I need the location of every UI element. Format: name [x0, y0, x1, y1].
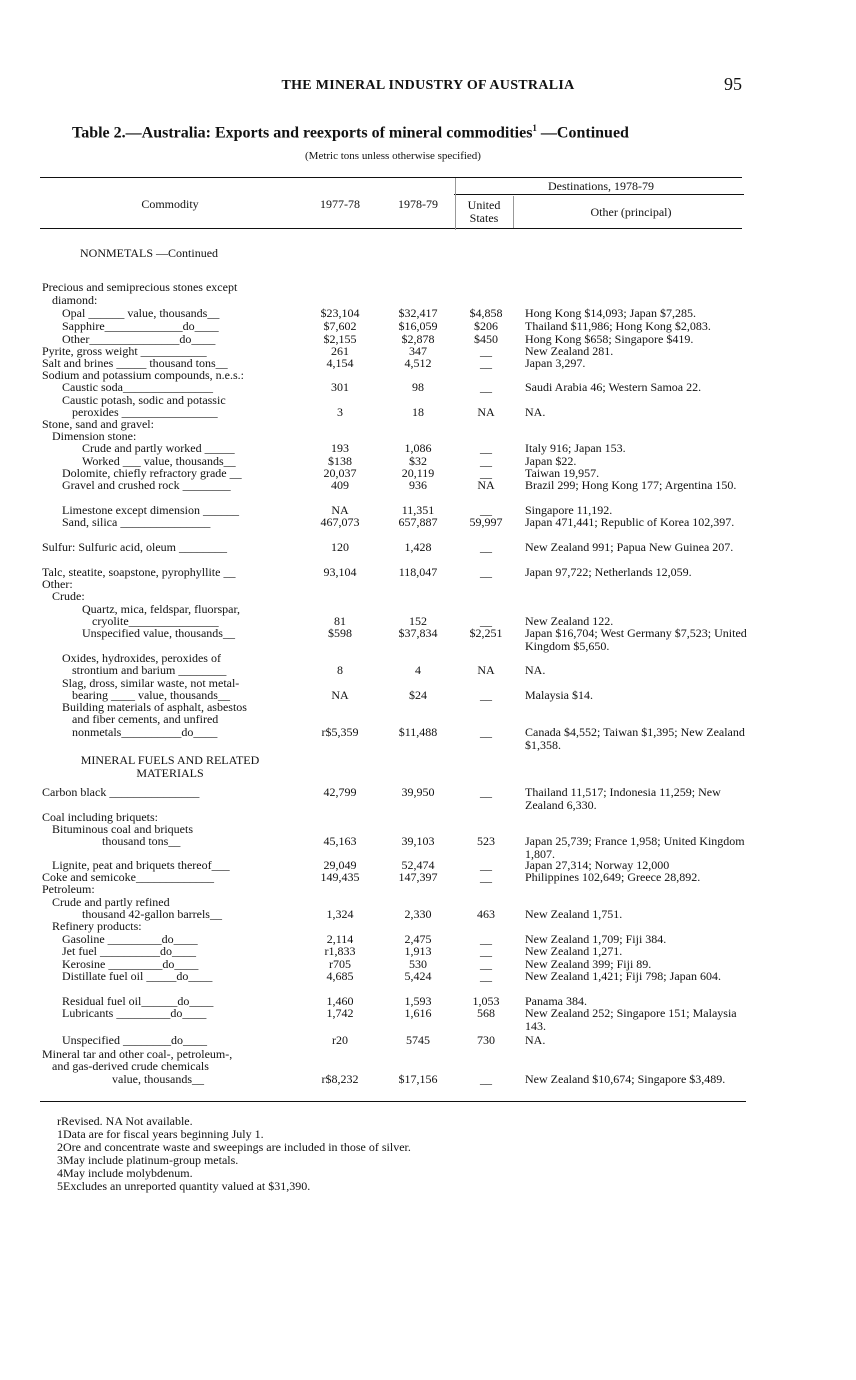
commodity-cell: Sulfur: Sulfuric acid, oleum ________	[42, 540, 227, 554]
col-1978-header: 1978-79	[398, 197, 438, 211]
destinations-other: Canada $4,552; Taiwan $1,395; New Zealand $1,358.	[525, 725, 745, 752]
value-1978-79: 39,103	[401, 834, 435, 848]
destinations-other: New Zealand 281.	[525, 344, 614, 358]
col-1977-header: 1977-78	[320, 197, 360, 211]
value-united-states: $450	[474, 332, 498, 346]
col-other-header: Other (principal)	[590, 205, 672, 219]
value-1978-79: $32,417	[398, 306, 438, 320]
value-1978-79: 1,913	[404, 944, 432, 958]
value-united-states: __	[480, 1072, 492, 1086]
value-1977-78: 1,742	[326, 1006, 354, 1020]
commodity-cell: value, thousands__	[112, 1072, 204, 1086]
value-united-states: NA	[477, 663, 495, 677]
destinations-other: Japan $22.	[525, 454, 577, 468]
value-united-states: __	[480, 441, 492, 455]
value-1977-78: 45,163	[323, 834, 357, 848]
value-1978-79: 39,950	[401, 785, 435, 799]
value-united-states: NA	[477, 405, 495, 419]
destinations-other: Hong Kong $14,093; Japan $7,285.	[525, 306, 696, 320]
value-united-states: __	[480, 957, 492, 971]
destinations-other: Malaysia $14.	[525, 688, 593, 702]
commodity-cell: Petroleum:	[42, 882, 95, 896]
commodity-cell: Coke and semicoke_____________	[42, 870, 214, 884]
value-1978-79: 152	[409, 614, 427, 628]
destinations-other: Japan 471,441; Republic of Korea 102,397.	[525, 515, 735, 529]
value-united-states: 568	[477, 1006, 495, 1020]
commodity-cell: strontium and barium ________	[72, 663, 227, 677]
value-united-states: __	[480, 688, 492, 702]
value-united-states: 59,997	[469, 515, 503, 529]
section-heading: MINERAL FUELS AND RELATED MATERIALS	[80, 753, 260, 780]
footnote: 1Data are for fiscal years beginning July 1.	[57, 1127, 264, 1141]
footnote: 5Excludes an unreported quantity valued at $31,390.	[57, 1179, 311, 1193]
value-1978-79: 18	[412, 405, 424, 419]
value-1978-79: 1,616	[404, 1006, 432, 1020]
destinations-other: Thailand $11,986; Hong Kong $2,083.	[525, 319, 711, 333]
value-1977-78: $2,155	[323, 332, 357, 346]
col-commodity-header: Commodity	[141, 197, 199, 211]
value-1977-78: r$5,359	[321, 725, 359, 739]
destinations-other: Hong Kong $658; Singapore $419.	[525, 332, 694, 346]
commodity-cell: Quartz, mica, feldspar, fluorspar,	[82, 602, 240, 616]
destinations-other: NA.	[525, 405, 546, 419]
destinations-other: Thailand 11,517; Indonesia 11,259; New Zealand 6,330.	[525, 785, 721, 812]
value-1978-79: 5,424	[404, 969, 432, 983]
value-1978-79: 936	[409, 478, 427, 492]
value-united-states: __	[480, 944, 492, 958]
destinations-other: Singapore 11,192.	[525, 503, 613, 517]
destinations-other: New Zealand 1,751.	[525, 907, 623, 921]
value-united-states: 523	[477, 834, 495, 848]
destinations-other: NA.	[525, 663, 546, 677]
value-1978-79: $37,834	[398, 626, 438, 640]
commodity-cell: Kerosine _________do____	[62, 957, 199, 971]
commodity-cell: nonmetals__________do____	[72, 725, 218, 739]
value-united-states: __	[480, 870, 492, 884]
value-1977-78: r705	[329, 957, 351, 971]
value-1978-79: 11,351	[401, 503, 435, 517]
destinations-other: Japan 25,739; France 1,958; United Kingdom 1,807.	[525, 834, 745, 861]
commodity-cell: Talc, steatite, soapstone, pyrophyllite __	[42, 565, 236, 579]
value-united-states: $206	[474, 319, 498, 333]
commodity-cell: Gasoline _________do____	[62, 932, 198, 946]
page-number: 95	[724, 74, 742, 94]
destinations-other: Japan 3,297.	[525, 356, 586, 370]
commodity-cell: Crude:	[52, 589, 85, 603]
commodity-cell: Building materials of asphalt, asbestos	[62, 700, 247, 714]
commodity-cell: Caustic soda_______________	[62, 380, 213, 394]
destinations-other: Saudi Arabia 46; Western Samoa 22.	[525, 380, 702, 394]
commodity-cell: Distillate fuel oil _____do____	[62, 969, 213, 983]
commodity-cell: Coal including briquets:	[42, 810, 158, 824]
value-united-states: __	[480, 565, 492, 579]
table-bottom-rule	[40, 1101, 746, 1102]
value-united-states: $4,858	[469, 306, 503, 320]
value-1978-79: 118,047	[398, 565, 438, 579]
value-1977-78: 193	[331, 441, 349, 455]
destinations-other: Philippines 102,649; Greece 28,892.	[525, 870, 701, 884]
value-1978-79: 657,887	[398, 515, 438, 529]
commodity-cell: Opal ______ value, thousands__	[62, 306, 220, 320]
value-1978-79: $24	[409, 688, 427, 702]
value-1978-79: 98	[412, 380, 424, 394]
value-united-states: __	[480, 466, 492, 480]
commodity-cell: Jet fuel __________do____	[62, 944, 196, 958]
commodity-cell: Dolomite, chiefly refractory grade __	[62, 466, 242, 480]
value-1977-78: NA	[331, 503, 349, 517]
value-1978-79: 1,428	[404, 540, 432, 554]
commodity-cell: Bituminous coal and briquets	[52, 822, 193, 836]
table-title: Table 2.—Australia: Exports and reexports of mineral commodities$^1$ —Continued	[72, 123, 629, 142]
value-united-states: NA	[477, 478, 495, 492]
value-1978-79: 347	[409, 344, 427, 358]
destinations-other: Taiwan 19,957.	[525, 466, 600, 480]
destinations-other: New Zealand 1,271.	[525, 944, 623, 958]
value-united-states: __	[480, 932, 492, 946]
value-1977-78: 467,073	[320, 515, 360, 529]
destinations-other: Brazil 299; Hong Kong 177; Argentina 150.	[525, 478, 737, 492]
value-1977-78: 1,324	[326, 907, 354, 921]
value-1978-79: 52,474	[401, 858, 435, 872]
value-1977-78: 409	[331, 478, 349, 492]
value-1978-79: $16,059	[398, 319, 438, 333]
destinations-other: New Zealand 399; Fiji 89.	[525, 957, 652, 971]
value-1977-78: 29,049	[323, 858, 357, 872]
footnote: 3May include platinum-group metals.	[57, 1153, 239, 1167]
value-united-states: __	[480, 503, 492, 517]
value-united-states: __	[480, 858, 492, 872]
commodity-cell: Pyrite, gross weight ___________	[42, 344, 207, 358]
top-rule	[40, 177, 742, 178]
value-1977-78: r$8,232	[321, 1072, 359, 1086]
commodity-cell: Lubricants _________do____	[62, 1006, 207, 1020]
commodity-cell: Mineral tar and other coal-, petroleum-,	[42, 1047, 233, 1061]
value-1977-78: $598	[328, 626, 352, 640]
commodity-cell: Residual fuel oil______do____	[62, 994, 214, 1008]
value-1977-78: 149,435	[320, 870, 360, 884]
destinations-other: New Zealand 1,709; Fiji 384.	[525, 932, 667, 946]
commodity-cell: peroxides ________________	[72, 405, 218, 419]
commodity-cell: Sand, silica _______________	[62, 515, 211, 529]
value-1977-78: 1,460	[326, 994, 354, 1008]
commodity-cell: Other_______________do____	[62, 332, 216, 346]
destinations-other: Panama 384.	[525, 994, 587, 1008]
value-1977-78: 42,799	[323, 785, 357, 799]
commodity-cell: Slag, dross, similar waste, not metal-	[62, 676, 240, 690]
destinations-other: New Zealand 122.	[525, 614, 614, 628]
commodity-cell: bearing ____ value, thousands__	[72, 688, 230, 702]
section-heading: NONMETALS —Continued	[80, 246, 219, 260]
destinations-other: New Zealand 252; Singapore 151; Malaysia 143.	[525, 1006, 737, 1033]
value-united-states: __	[480, 540, 492, 554]
value-1978-79: 4	[415, 663, 421, 677]
table-subtitle: (Metric tons unless otherwise specified)	[305, 150, 481, 162]
value-1978-79: 4,512	[404, 356, 432, 370]
destinations-other: Japan 97,722; Netherlands 12,059.	[525, 565, 692, 579]
commodity-cell: Caustic potash, sodic and potassic	[62, 393, 226, 407]
value-1977-78: 4,685	[326, 969, 354, 983]
commodity-cell: Salt and brines _____ thousand tons__	[42, 356, 228, 370]
value-1977-78: 301	[331, 380, 349, 394]
commodity-cell: Limestone except dimension ______	[62, 503, 239, 517]
value-1978-79: 1,086	[404, 441, 432, 455]
value-1978-79: $32	[409, 454, 427, 468]
commodity-cell: and fiber cements, and unfired	[72, 712, 219, 726]
value-united-states: $2,251	[469, 626, 503, 640]
value-1977-78: 120	[331, 540, 349, 554]
value-1977-78: r1,833	[324, 944, 356, 958]
col-divider	[455, 178, 456, 230]
value-united-states: __	[480, 356, 492, 370]
value-1978-79: $2,878	[401, 332, 435, 346]
destinations-other: Italy 916; Japan 153.	[525, 441, 626, 455]
value-1978-79: 2,475	[404, 932, 432, 946]
commodity-cell: Oxides, hydroxides, peroxides of	[62, 651, 221, 665]
commodity-cell: Unspecified value, thousands__	[82, 626, 235, 640]
value-1977-78: 3	[337, 405, 343, 419]
value-united-states: __	[480, 969, 492, 983]
commodity-cell: Refinery products:	[52, 919, 142, 933]
destinations-other: Japan 27,314; Norway 12,000	[525, 858, 670, 872]
value-1977-78: r20	[332, 1033, 348, 1047]
value-1977-78: 93,104	[323, 565, 357, 579]
value-1977-78: 2,114	[326, 932, 354, 946]
value-1977-78: 81	[334, 614, 346, 628]
value-united-states: 463	[477, 907, 495, 921]
footnote: rRevised. NA Not available.	[57, 1114, 193, 1128]
value-1978-79: $17,156	[398, 1072, 438, 1086]
commodity-cell: Carbon black _______________	[42, 785, 200, 799]
value-1978-79: 20,119	[401, 466, 435, 480]
commodity-cell: cryolite_______________	[92, 614, 219, 628]
value-1977-78: NA	[331, 688, 349, 702]
value-1977-78: $7,602	[323, 319, 357, 333]
destinations-other: New Zealand 991; Papua New Guinea 207.	[525, 540, 734, 554]
value-united-states: 730	[477, 1033, 495, 1047]
value-1977-78: 261	[331, 344, 349, 358]
footnote: 4May include molybdenum.	[57, 1166, 193, 1180]
commodity-cell: Gravel and crushed rock ________	[62, 478, 231, 492]
commodity-cell: thousand 42-gallon barrels__	[82, 907, 222, 921]
commodity-cell: Stone, sand and gravel:	[42, 417, 154, 431]
destinations-other: NA.	[525, 1033, 546, 1047]
value-1977-78: $23,104	[320, 306, 360, 320]
commodity-cell: Crude and partly refined	[52, 895, 170, 909]
commodity-cell: Crude and partly worked _____	[82, 441, 235, 455]
commodity-cell: thousand tons__	[102, 834, 181, 848]
value-united-states: __	[480, 614, 492, 628]
value-united-states: __	[480, 725, 492, 739]
value-1977-78: 4,154	[326, 356, 354, 370]
value-1978-79: 2,330	[404, 907, 432, 921]
value-1978-79: 530	[409, 957, 427, 971]
value-united-states: __	[480, 785, 492, 799]
footnote: 2Ore and concentrate waste and sweepings are included in those of silver.	[57, 1140, 411, 1154]
value-1977-78: $138	[328, 454, 352, 468]
value-united-states: __	[480, 454, 492, 468]
destinations-other: New Zealand 1,421; Fiji 798; Japan 604.	[525, 969, 721, 983]
commodity-cell: Worked ___ value, thousands__	[82, 454, 236, 468]
value-1978-79: 1,593	[404, 994, 432, 1008]
commodity-cell: diamond:	[52, 293, 98, 307]
value-united-states: __	[480, 344, 492, 358]
commodity-cell: Lignite, peat and briquets thereof___	[52, 858, 230, 872]
destinations-rule	[454, 194, 744, 195]
running-title: THE MINERAL INDUSTRY OF AUSTRALIA	[281, 78, 575, 93]
commodity-cell: Sapphire_____________do____	[62, 319, 219, 333]
header-bottom-rule	[40, 228, 742, 229]
value-1977-78: 20,037	[323, 466, 357, 480]
commodity-cell: Precious and semiprecious stones except	[42, 280, 238, 294]
value-1978-79: $11,488	[398, 725, 438, 739]
col-divider	[513, 196, 514, 228]
commodity-cell: and gas-derived crude chemicals	[52, 1059, 209, 1073]
destinations-other: Japan $16,704; West Germany $7,523; United Kingdom $5,650.	[525, 626, 747, 653]
commodity-cell: Dimension stone:	[52, 429, 137, 443]
commodity-cell: Other:	[42, 577, 73, 591]
commodity-cell: Unspecified ________do____	[62, 1033, 207, 1047]
value-1977-78: 8	[337, 663, 343, 677]
destinations-other: New Zealand $10,674; Singapore $3,489.	[525, 1072, 726, 1086]
destinations-header: Destinations, 1978-79	[548, 179, 654, 193]
value-1978-79: 5745	[406, 1033, 430, 1047]
value-1978-79: 147,397	[398, 870, 438, 884]
commodity-cell: Sodium and potassium compounds, n.e.s.:	[42, 368, 244, 382]
value-united-states: __	[480, 380, 492, 394]
col-us-header: United States	[467, 198, 501, 225]
value-united-states: 1,053	[472, 994, 500, 1008]
